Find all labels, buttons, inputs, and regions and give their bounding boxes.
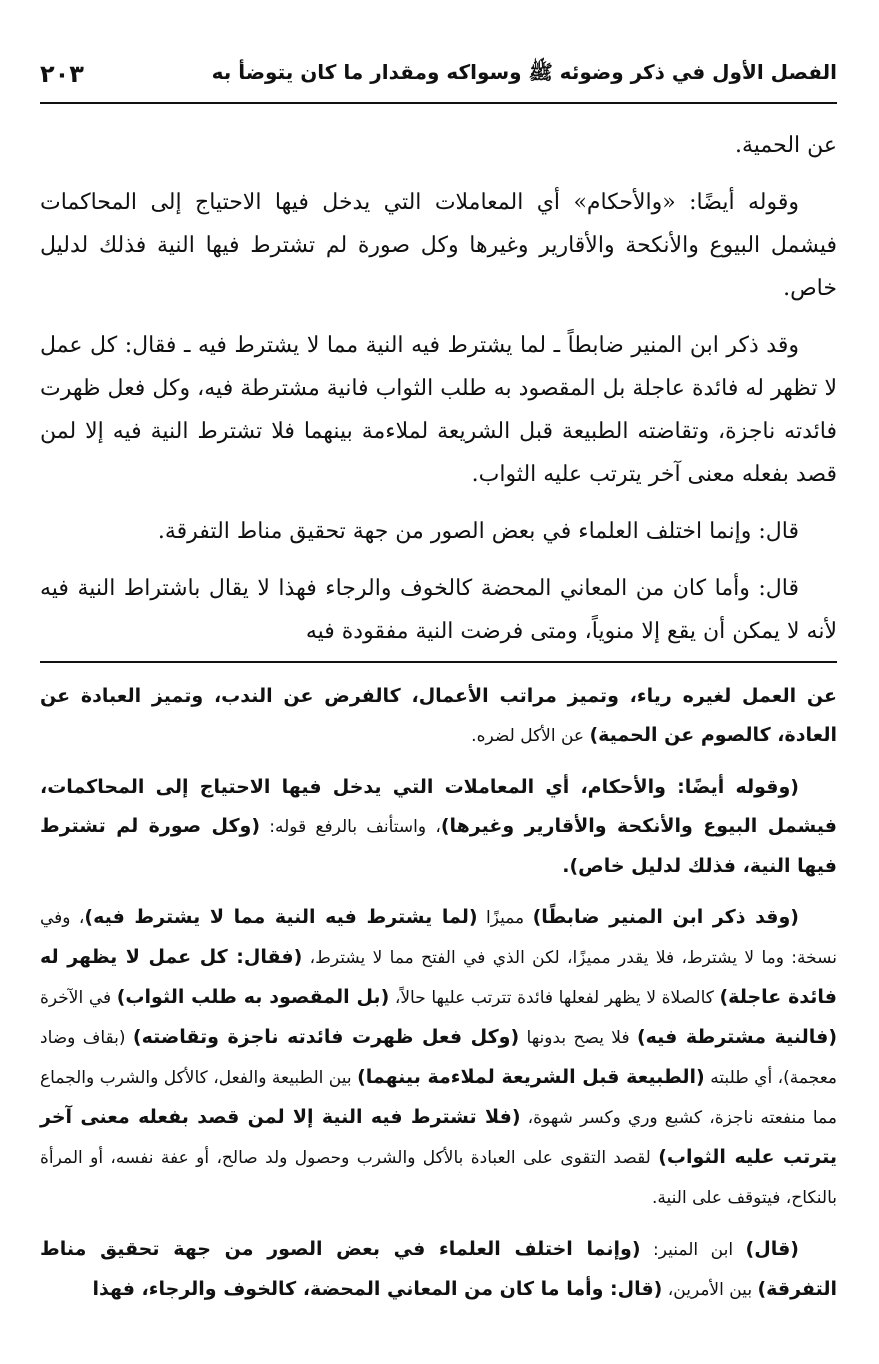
commentary-text: ، واستأنف بالرفع قوله:	[260, 817, 441, 837]
quoted-text: (لما يشترط فيه النية مما لا يشترط فيه)	[84, 906, 478, 928]
main-text	[40, 124, 837, 653]
commentary	[40, 677, 837, 1310]
main-paragraph: قال: وأما كان من المعاني المحضة كالخوف والرجاء فهذا لا يقال باشتراط النية فيه لأنه لا يمكن أن يقع إلا منوياً، ومتى فرضت النية مفقودة فيه	[40, 576, 837, 644]
commentary-text: بين الطبيعة والفعل، كالأكل والشرب والجماع مما منفعته ناجزة، كشبع وري وكسر شهوة،	[40, 1068, 837, 1128]
chapter-title: الفصل الأول في ذكر وضوئه ﷺ وسواكه ومقدار ما كان يتوضأ به	[211, 59, 837, 84]
main-paragraph: عن الحمية.	[734, 133, 837, 158]
commentary-text: فلا يصح بدونها	[519, 1028, 637, 1048]
commentary-text: كالصلاة لا يظهر لفعلها فائدة تترتب عليها حالاً،	[389, 988, 720, 1008]
commentary-text: عن الأكل لضره.	[471, 726, 590, 746]
running-header	[40, 52, 837, 96]
quoted-text: (فلا تشترط فيه النية إلا لمن قصد بفعله معنى آخر يترتب عليه الثواب)	[40, 1106, 838, 1168]
commentary-paragraph	[40, 677, 837, 756]
commentary-separator	[40, 661, 837, 663]
header-rule	[40, 102, 837, 104]
commentary-paragraph	[40, 768, 837, 886]
quoted-text: (فالنية مشترطة فيه)	[636, 1026, 838, 1048]
commentary-text: (بقاف وضاد معجمة)، أي طلبته	[40, 1028, 838, 1088]
quoted-text: (وكل فعل ظهرت فائدته ناجزة وتقاضته)	[132, 1026, 520, 1048]
commentary-text: لقصد التقوى على العبادة بالأكل والشرب وحصول ولد صالح، أو عفة نفسه، أو المرأة بالنكاح، فيتوقف على النية.	[40, 1148, 837, 1208]
page-number: ٢٠٣	[40, 60, 84, 88]
commentary-text: مميزًا	[477, 908, 533, 928]
commentary-paragraph	[40, 898, 837, 1218]
main-paragraph: قال: وإنما اختلف العلماء في بعض الصور من جهة تحقيق مناط التفرقة.	[157, 519, 799, 544]
quoted-text: (وقوله أيضًا: والأحكام، أي المعاملات التي يدخل فيها الاحتياج إلى المحاكمات، فيشمل البيوع والأنكحة والأقارير وغيرها)	[40, 776, 837, 837]
quoted-text: (وكل صورة لم تشترط فيها النية، فذلك لدليل خاص).	[40, 815, 837, 877]
commentary-text: ابن المنير:	[640, 1240, 746, 1260]
quoted-text: (الطبيعة قبل الشريعة لملاءمة بينهما)	[357, 1066, 705, 1088]
commentary-text: بين الأمرين،	[662, 1280, 758, 1300]
commentary-paragraph	[40, 1230, 837, 1310]
main-paragraph: وقد ذكر ابن المنير ضابطاً ـ لما يشترط فيه النية مما لا يشترط فيه ـ فقال: كل عمل لا تظهر له فائدة عاجلة بل المقصود به طلب الثواب فانية مشترطة فيه، وكل فعل ظهرت فائدته ناجزة، وتقاضته الطبيعة قبل الشريعة لملاءمة بينهما فلا تشترط النية فيه إلا لمن قصد بفعله معنى آخر يترتب عليه الثواب.	[40, 333, 837, 487]
quoted-text: (وقد ذكر ابن المنير ضابطًا)	[532, 906, 799, 928]
quoted-text: (بل المقصود به طلب الثواب)	[116, 986, 390, 1008]
quoted-text: (وإنما اختلف العلماء في بعض الصور من جهة تحقيق مناط التفرقة)	[40, 1238, 837, 1300]
quoted-text: عن العمل لغيره رياء، وتميز مراتب الأعمال، كالفرض عن الندب، وتميز العبادة عن العادة، كالصوم عن الحمية)	[40, 685, 837, 746]
quoted-text: (قال: وأما ما كان من المعاني المحضة، كالخوف والرجاء، فهذا	[92, 1278, 663, 1300]
quoted-text: (فقال: كل عمل لا يظهر له فائدة عاجلة)	[40, 946, 837, 1008]
commentary-text: ، وفي نسخة: وما لا يشترط، فلا يقدر مميزًا، لكن الذي في الفتح مما لا يشترط،	[40, 908, 837, 968]
quoted-text: (قال)	[745, 1238, 799, 1260]
main-paragraph: وقوله أيضًا: «والأحكام» أي المعاملات التي يدخل فيها الاحتياج إلى المحاكمات فيشمل البيوع والأنكحة والأقارير وغيرها وكل صورة لم تشترط فيها النية فذلك لدليل خاص.	[40, 190, 837, 301]
commentary-text: في الآخرة	[40, 988, 117, 1008]
